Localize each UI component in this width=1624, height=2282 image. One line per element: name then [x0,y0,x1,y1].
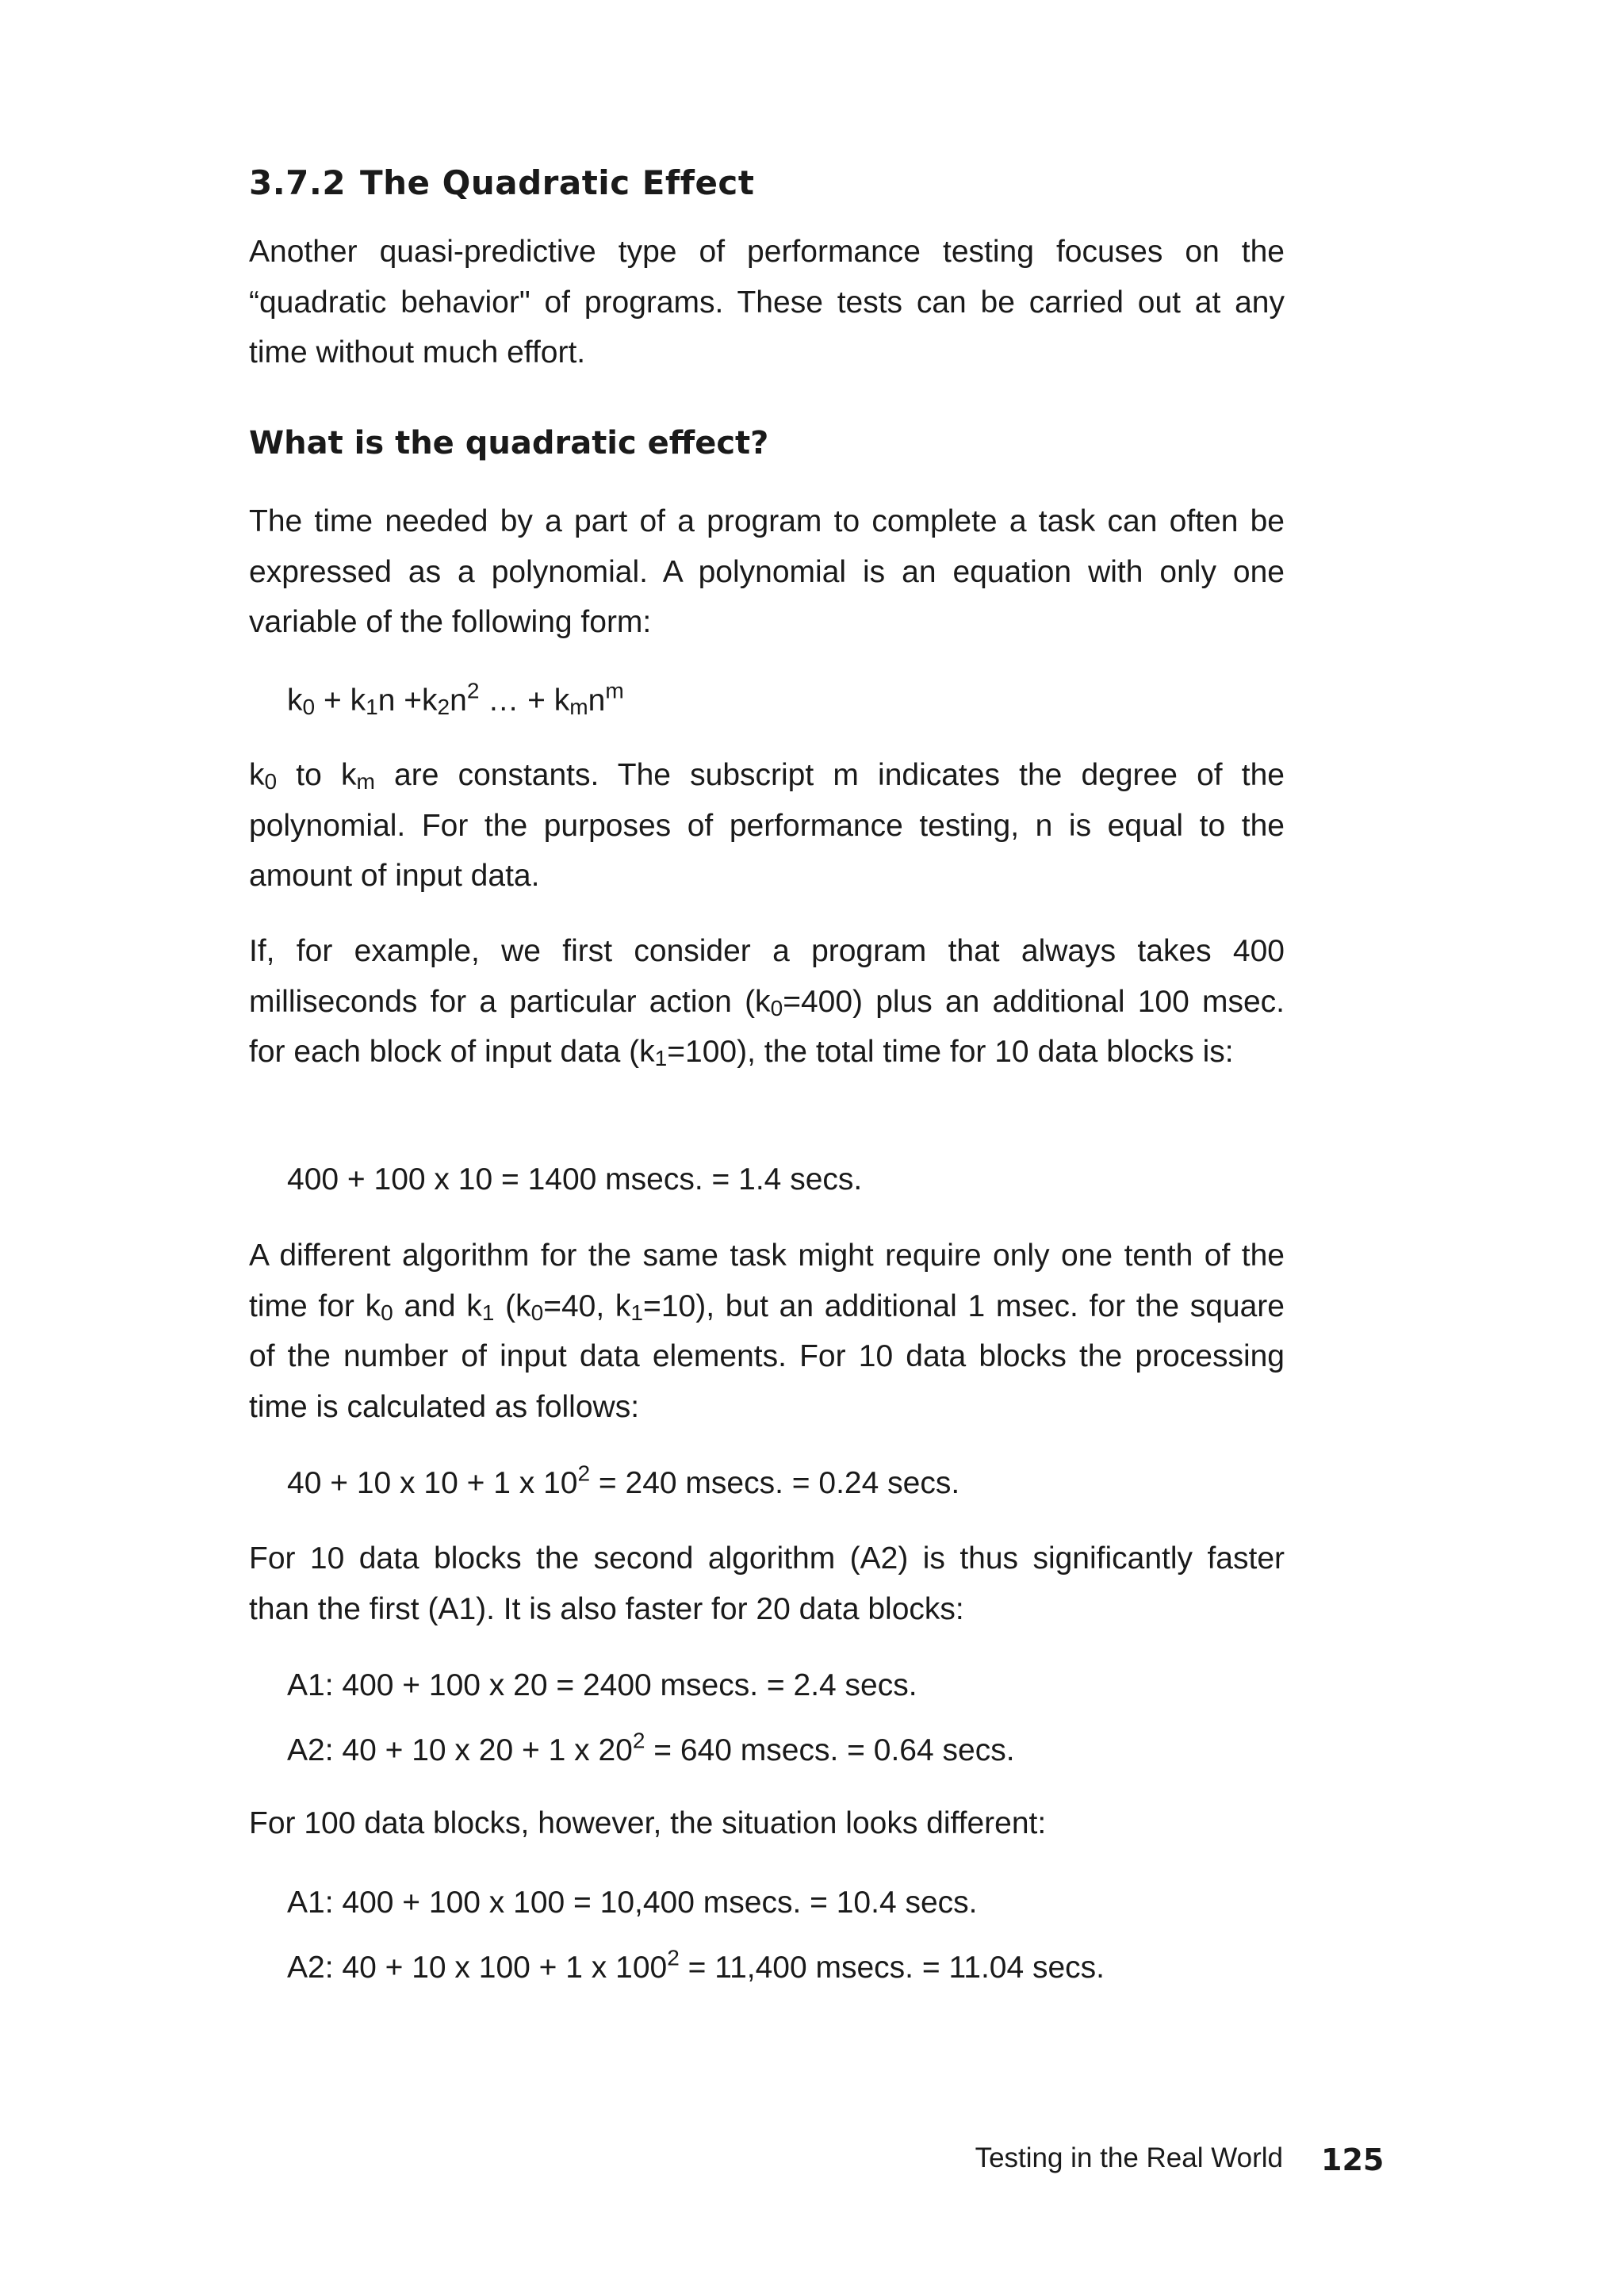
section-title: The Quadratic Effect [360,163,755,202]
polynomial-formula: $k_0 + k_1n +k_2n^2$ … + $k_mn^m$ [287,678,624,720]
formula-a1-20: A1: 400 + 100 x 20 = 2400 msecs. = 2.4 secs. [287,1668,917,1702]
running-title: Testing in the Real World [975,2142,1283,2173]
alternative-paragraph: A different algorithm for the same task might require only one tenth of the time for $k_0$ and $k_1$ ($k_0=40$, $k_1=10$), but an additional 1 msec. for the square of the number of input data elements. For 10 data blocks the processing time is calculated as follows: [249,1239,1285,1424]
intro-paragraph: Another quasi-predictive type of performance testing focuses on the “quadratic behavior" of programs. These tests can be carried out at any time without much effort. [249,235,1285,369]
section-heading [249,163,754,202]
formula-a2-20: A2: 40 + 10 x 20 + 1 x $20^2 = 640$ msecs. = 0.64 secs. [287,1728,1015,1767]
section-number: 3.7.2 [249,163,347,202]
example-paragraph: If, for example, we first consider a program that always takes 400 milliseconds for a particular action $(k_0=400)$ plus an additional 100 msec. for each block of input data $(k_1=100)$, the total time for 10 data blocks is: [249,934,1285,1071]
definition-paragraph: The time needed by a part of a program to complete a task can often be expressed as a polynomial. A polynomial is an equation with only one variable of the following form: [249,504,1285,639]
formula-linear: 400 + 100 x 10 = 1400 msecs. = 1.4 secs. [287,1162,863,1197]
formula-quadratic-10: 40 + 10 x 10 + 1 x $10^2 = 240$ msecs. = 0.24 secs. [287,1461,960,1500]
formula-a2-100: A2: 40 + 10 x 100 + 1 x $100^2 = 11,400$ msecs. = 11.04 secs. [287,1945,1105,1985]
formula-a1-100: A1: 400 + 100 x 100 = 10,400 msecs. = 10.4 secs. [287,1886,978,1920]
hundred-blocks-paragraph: For 100 data blocks, however, the situation looks different: [249,1806,1047,1840]
subheading: What is the quadratic effect? [249,425,769,461]
constants-paragraph: $k_0$ to $k_m$ are constants. The subscript m indicates the degree of the polynomial. For the purposes of performance testing, n is equal to the amount of input data. [249,758,1285,893]
comparison-paragraph: For 10 data blocks the second algorithm (A2) is thus significantly faster than the first (A1). It is also faster for 20 data blocks: [249,1541,1285,1626]
page-number: 125 [1321,2142,1385,2177]
